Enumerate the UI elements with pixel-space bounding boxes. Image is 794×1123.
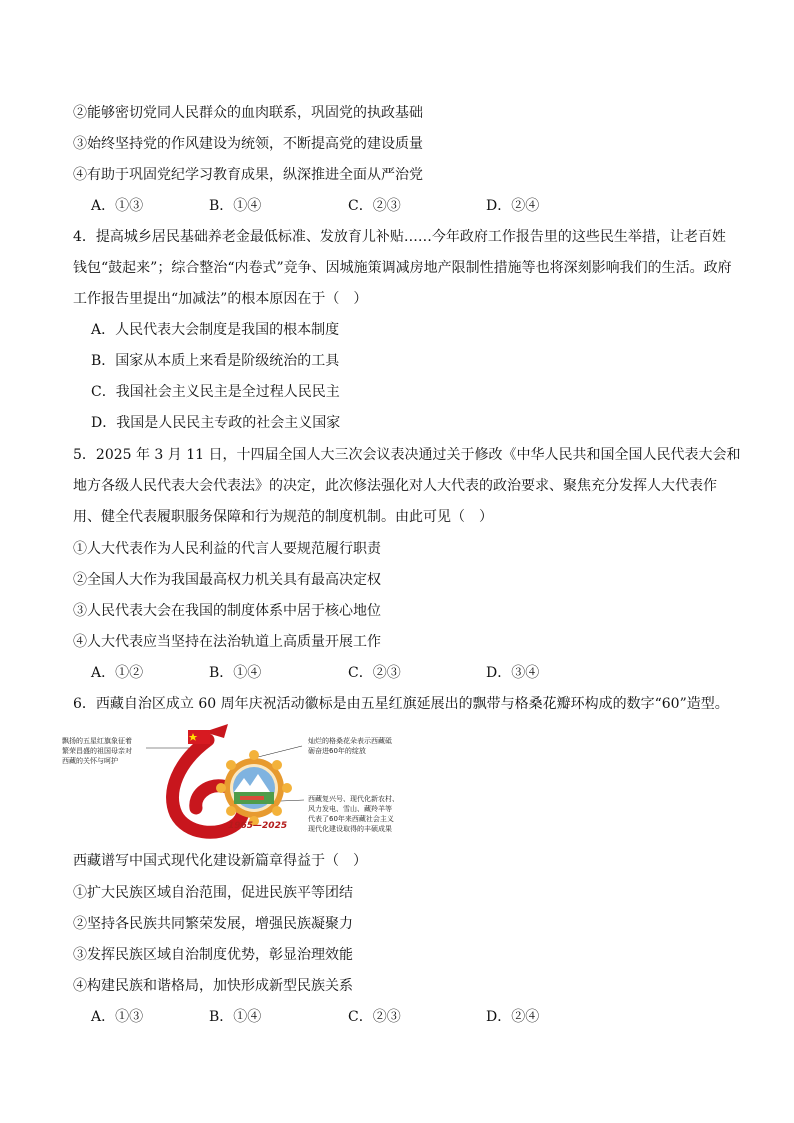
- q4-option-c[interactable]: C．我国社会主义民主是全过程人民民主: [91, 384, 340, 400]
- q3-option-c[interactable]: C．②③: [348, 198, 401, 214]
- q3-options: [91, 196, 691, 216]
- q3-option-d[interactable]: D．②④: [486, 198, 540, 214]
- q6-item-3: ③发挥民族区域自治制度优势，彰显治理效能: [73, 947, 353, 963]
- q5-option-a[interactable]: A．①②: [91, 665, 144, 681]
- q5-option-b[interactable]: B．①④: [209, 665, 262, 681]
- q5-item-2: ②全国人大作为我国最高权力机关具有最高决定权: [73, 572, 381, 588]
- leader-line-right-top: [254, 746, 302, 758]
- q3-option-a[interactable]: A．①③: [91, 198, 144, 214]
- emblem-caption-left: 飘扬的五星红旗象征着 繁荣昌盛的祖国母亲对 西藏的关怀与呵护: [62, 737, 132, 765]
- q4-option-b[interactable]: B．国家从本质上来看是阶级统治的工具: [91, 353, 340, 369]
- q5-item-1: ①人大代表作为人民利益的代言人要规范履行职责: [73, 541, 381, 557]
- q5-stem-line-2: 地方各级人民代表大会代表法》的决定，此次修法强化对人大代表的政治要求、聚焦充分发挥人大代表作: [73, 478, 717, 494]
- q4-stem-line-2: 钱包“鼓起来”；综合整治“内卷式”竞争、因城施策调减房地产限制性措施等也将深刻影响我们的生活。政府: [73, 260, 732, 276]
- q6-item-4: ④构建民族和谐格局，加快形成新型民族关系: [73, 978, 353, 994]
- q5-item-4: ④人大代表应当坚持在法治轨道上高质量开展工作: [73, 634, 381, 650]
- tibet-60th-emblem-figure: [58, 722, 438, 844]
- q3-item-3: ③始终坚持党的作风建设为统领，不断提高党的建设质量: [73, 136, 423, 152]
- q5-item-3: ③人民代表大会在我国的制度体系中居于核心地位: [73, 603, 381, 619]
- q5-option-c[interactable]: C．②③: [348, 665, 401, 681]
- q6-item-2: ②坚持各民族共同繁荣发展，增强民族凝聚力: [73, 916, 353, 932]
- q5-option-d[interactable]: D．③④: [486, 665, 540, 681]
- q4-option-a[interactable]: A．人民代表大会制度是我国的根本制度: [91, 322, 340, 338]
- q5-stem-line-3: 用、健全代表履职服务保障和行为规范的制度机制。由此可见（ ）: [73, 509, 493, 525]
- q4-option-d[interactable]: D．我国是人民民主专政的社会主义国家: [91, 415, 341, 431]
- q3-option-b[interactable]: B．①④: [209, 198, 262, 214]
- q3-item-2: ②能够密切党同人民群众的血肉联系，巩固党的执政基础: [73, 105, 423, 121]
- emblem-caption-right-top: 灿烂的格桑花朵表示西藏砥 砺奋进60年的绽放: [308, 737, 392, 755]
- q6-option-a[interactable]: A．①③: [91, 1009, 144, 1025]
- q6-item-1: ①扩大民族区域自治范围，促进民族平等团结: [73, 885, 353, 901]
- q6-option-b[interactable]: B．①④: [209, 1009, 262, 1025]
- emblem-years: 1965—2025: [228, 821, 288, 831]
- q5-stem-line-1: 5．2025 年 3 月 11 日，十四届全国人大三次会议表决通过关于修改《中华人民共和国全国人民代表大会和: [73, 447, 741, 463]
- q4-stem-line-3: 工作报告里提出“加减法”的根本原因在于（ ）: [73, 291, 368, 307]
- emblem-caption-right-bottom: 西藏复兴号、现代化新农村、 风力发电、雪山、藏羚羊等 代表了60年来西藏社会主义 现代化建设取得的丰硕成果: [308, 795, 399, 833]
- q5-options: [91, 663, 691, 683]
- q6-options: [91, 1007, 691, 1027]
- q6-option-d[interactable]: D．②④: [486, 1009, 540, 1025]
- q6-question: 西藏谱写中国式现代化建设新篇章得益于（ ）: [73, 853, 367, 869]
- q6-option-c[interactable]: C．②③: [348, 1009, 401, 1025]
- train-icon: [240, 796, 264, 800]
- q6-stem: 6．西藏自治区成立 60 周年庆祝活动徽标是由五星红旗延展出的飘带与格桑花瓣环构成的数字“60”造型。: [73, 696, 729, 712]
- q3-item-4: ④有助于巩固党纪学习教育成果，纵深推进全面从严治党: [73, 167, 423, 183]
- q4-stem-line-1: 4．提高城乡居民基础养老金最低标准、发放育儿补贴……今年政府工作报告里的这些民生举措，让老百姓: [73, 229, 726, 245]
